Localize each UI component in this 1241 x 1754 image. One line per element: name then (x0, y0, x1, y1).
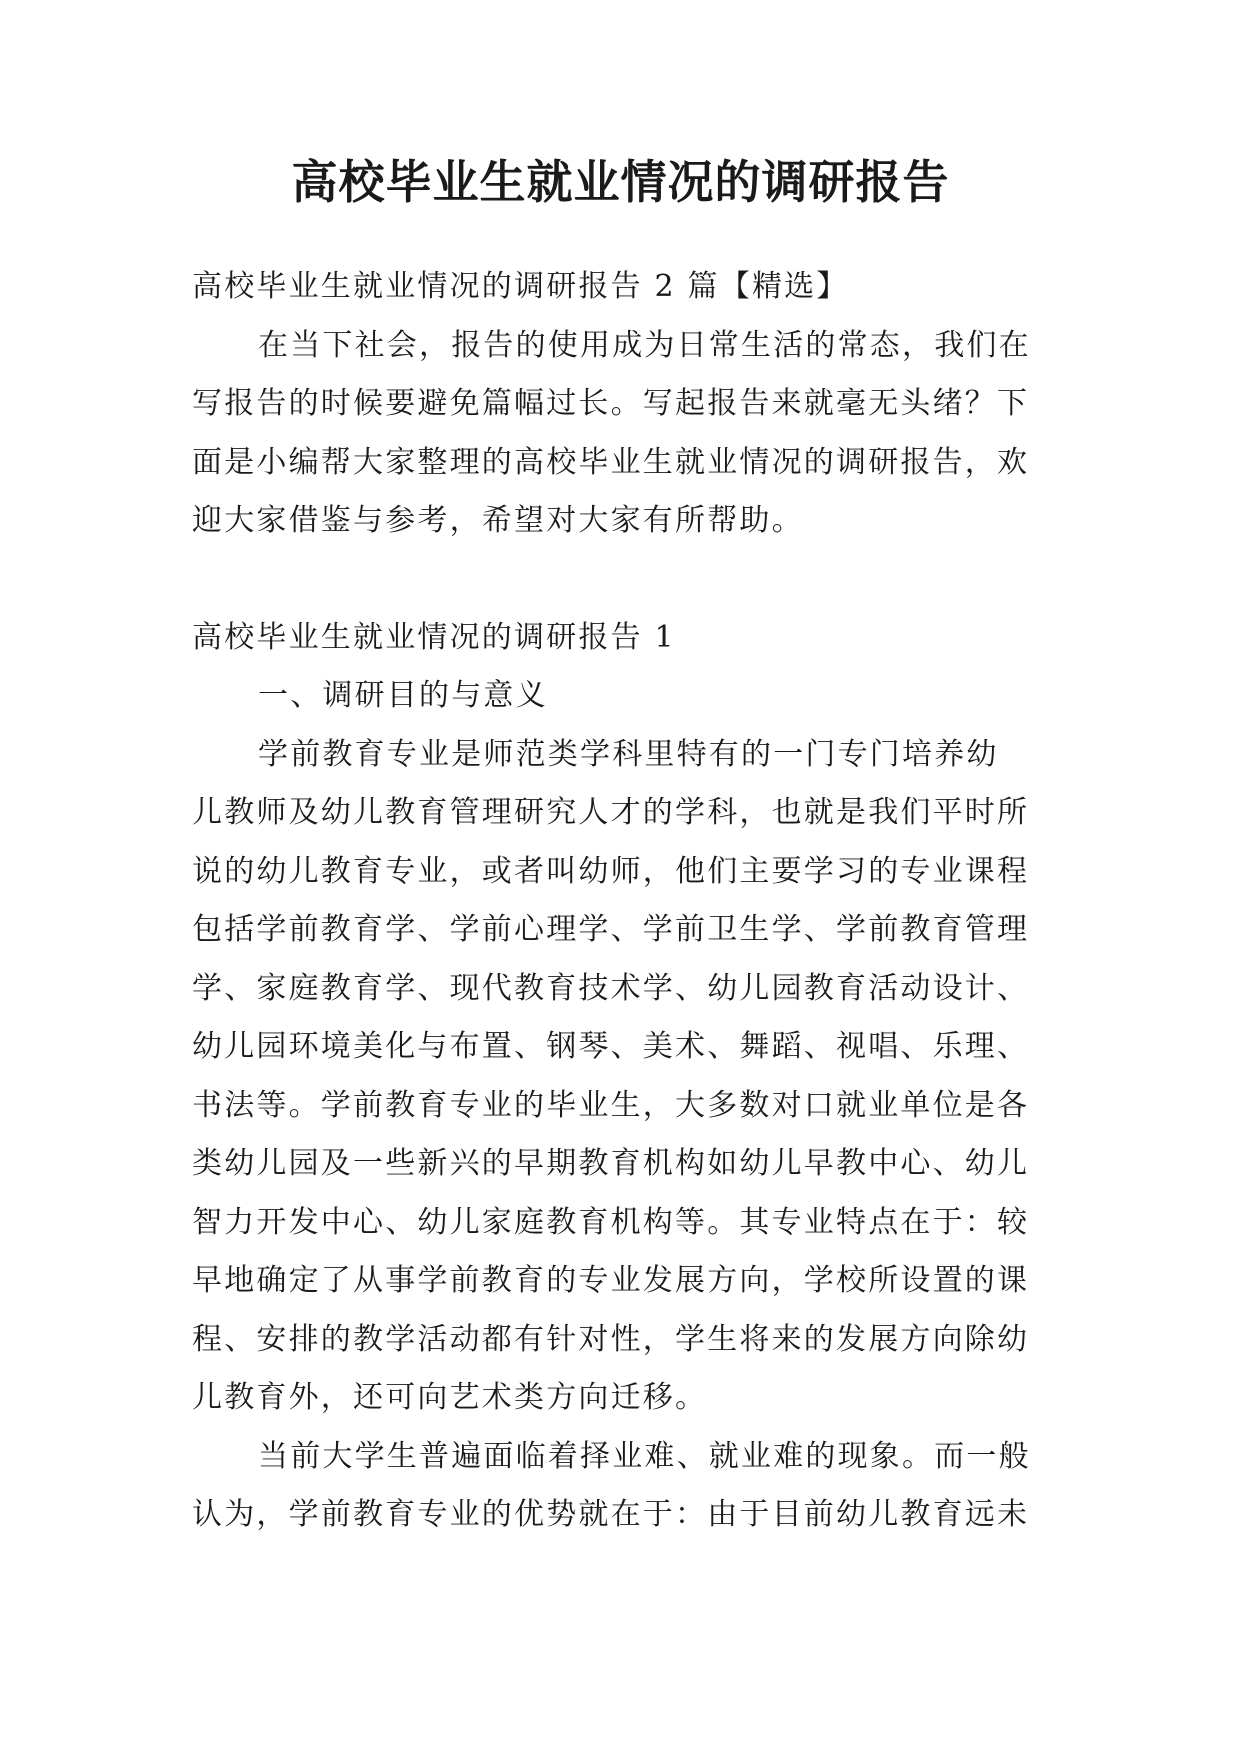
paragraph-line: 幼儿园环境美化与布置、钢琴、美术、舞蹈、视唱、乐理、 (192, 1029, 1030, 1064)
section-subheading: 一、调研目的与意义 (258, 678, 548, 713)
section-heading: 高校毕业生就业情况的调研报告 1 (192, 619, 676, 655)
paragraph-line: 早地确定了从事学前教育的专业发展方向，学校所设置的课 (192, 1263, 1030, 1298)
intro-line: 迎大家借鉴与参考，希望对大家有所帮助。 (192, 503, 804, 538)
intro-line: 在当下社会，报告的使用成为日常生活的常态，我们在 (258, 327, 1031, 363)
body-paragraph-1 (192, 726, 1054, 1428)
document-body (192, 258, 1054, 1545)
paragraph-line: 儿教师及幼儿教育管理研究人才的学科，也就是我们平时所 (192, 795, 1030, 830)
paragraph-line: 儿教育外，还可向艺术类方向迁移。 (192, 1380, 708, 1415)
section-spacer (192, 551, 1054, 609)
intro-paragraph (192, 317, 1054, 551)
intro-line: 面是小编帮大家整理的高校毕业生就业情况的调研报告，欢 (192, 444, 1030, 480)
paragraph-line: 类幼儿园及一些新兴的早期教育机构如幼儿早教中心、幼儿 (192, 1146, 1030, 1181)
paragraph-line: 认为，学前教育专业的优势就在于：由于目前幼儿教育远未 (192, 1497, 1030, 1532)
intro-line: 写报告的时候要避免篇幅过长。写起报告来就毫无头绪？下 (192, 386, 1030, 421)
paragraph-line: 书法等。学前教育专业的毕业生，大多数对口就业单位是各 (192, 1087, 1030, 1123)
paragraph-line: 学前教育专业是师范类学科里特有的一门专门培养幼 (258, 736, 999, 772)
paragraph-line: 学、家庭教育学、现代教育技术学、幼儿园教育活动设计、 (192, 970, 1030, 1006)
paragraph-line: 当前大学生普遍面临着择业难、就业难的现象。而一般 (258, 1438, 1031, 1474)
paragraph-line: 包括学前教育学、学前心理学、学前卫生学、学前教育管理 (192, 912, 1030, 947)
paragraph-line: 智力开发中心、幼儿家庭教育机构等。其专业特点在于：较 (192, 1204, 1030, 1240)
document-subtitle: 高校毕业生就业情况的调研报告 2 篇【精选】 (192, 269, 849, 304)
paragraph-line: 说的幼儿教育专业，或者叫幼师，他们主要学习的专业课程 (192, 853, 1030, 889)
paragraph-line: 程、安排的教学活动都有针对性，学生将来的发展方向除幼 (192, 1321, 1030, 1357)
body-paragraph-2 (192, 1428, 1054, 1545)
document-title: 高校毕业生就业情况的调研报告 (291, 155, 950, 209)
